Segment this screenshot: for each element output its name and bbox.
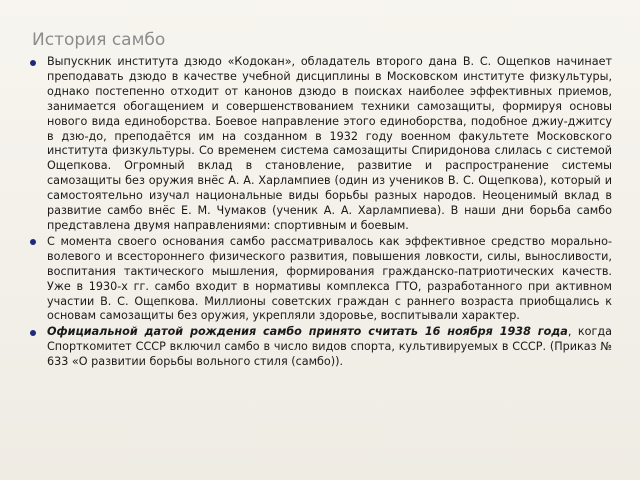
paragraph-text: Выпускник института дзюдо «Кодокан», обладатель второго дана В. С. Ощепков начинает преподавать дзюдо в качестве учебной дисциплины в Московском институте физкультуры, однако постепенно отходит от канонов дзюдо в поисках наиболее эффективных приемов, занимается обогащением и совершенствованием техники самозащиты, формируя основы нового вида единоборства. Боевое направление этого единоборства, подобное джиу-джитсу в дзю-до, преподаётся им на созданном в 1932 году военном факультете Московского института физкультуры. Со временем система самозащиты Спиридонова слилась с системой Ощепкова. Огромный вклад в становление, развитие и распространение системы самозащиты без оружия внёс А. А. Харлампиев (один из учеников В. С. Ощепкова), который и самостоятельно изучал национальные виды борьбы разных народов. Неоценимый вклад в развитие самбо внёс Е. М. Чумаков (ученик А. А. Харлампиева). В наши дни борьба самбо представлена двумя направлениями: спортивным и боевым. (47, 55, 612, 232)
slide-title: История самбо (32, 30, 166, 50)
paragraph-lead-emphasis: Официальной датой рождения самбо принято считать 16 ноября 1938 года (47, 325, 568, 339)
paragraph-1 (30, 55, 612, 234)
bullet-icon (30, 330, 36, 336)
bullet-icon (30, 60, 36, 66)
paragraph-text: , когда Спорткомитет СССР включил самбо в число видов спорта, культивируемых в СССР. (Приказ № 633 «О развитии борьбы вольного стиля (самбо)). (47, 325, 612, 369)
slide-content (30, 55, 612, 371)
paragraph-3 (30, 325, 612, 370)
paragraph-text: С момента своего основания самбо рассматривалось как эффективное средство морально-волевого и всестороннего физического развития, повышения ловкости, силы, выносливости, воспитания тактического мышления, формирования гражданско-патриотических качеств. Уже в 1930-х гг. самбо входит в нормативы комплекса ГТО, разработанного при активном участии В. С. Ощепкова. Миллионы советских граждан с раннего возраста приобщались к основам самозащиты без оружия, укрепляли здоровье, воспитывали характер. (47, 234, 612, 323)
bullet-icon (30, 239, 36, 245)
paragraph-2 (30, 235, 612, 324)
